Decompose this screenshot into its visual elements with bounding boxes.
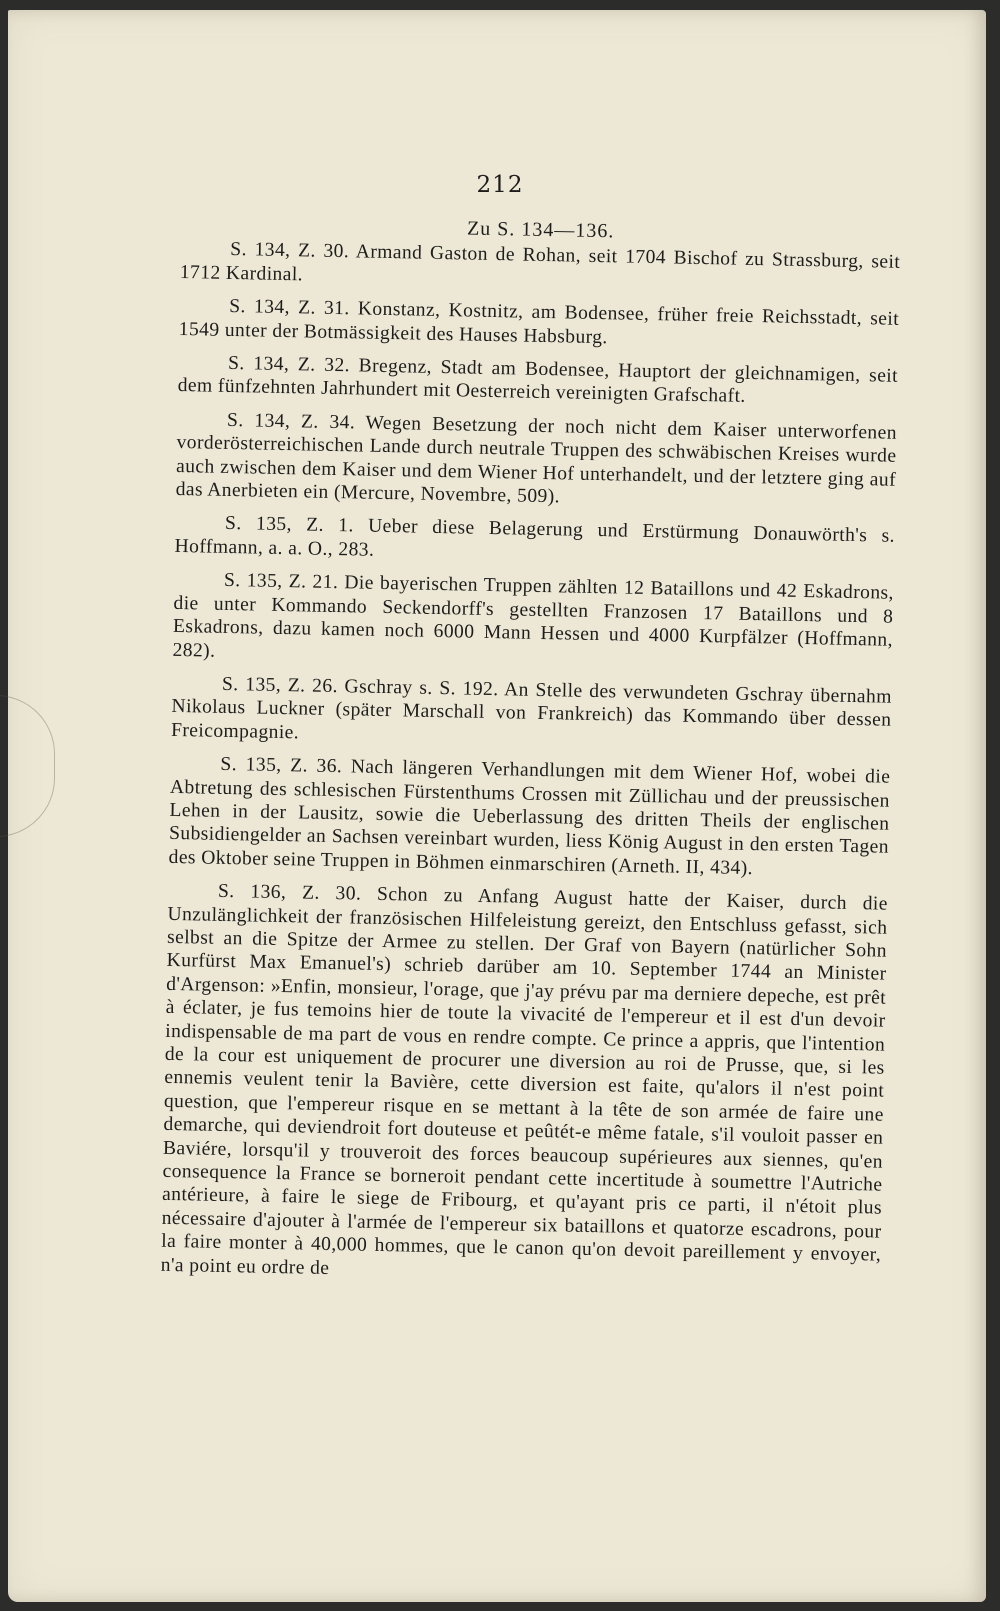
- note-paragraph: S. 134, Z. 32. Bregenz, Stadt am Bodensee, Hauptort der gleichnamigen, seit dem fünfzehnten Jahrhundert mit Oesterreich vereinigten Grafschaft.: [177, 352, 899, 408]
- page-number: 212: [476, 172, 524, 198]
- note-paragraph: S. 135, Z. 21. Die bayerischen Truppen zählten 12 Bataillons und 42 Eskadrons, die unter Kommando Seckendorff's gestellten Franzosen 17 Bataillons und 8 Eskadrons, dazu kamen noch 6000 Mann Hessen und 4000 Kurpfälzer (Hoffmann, 282).: [172, 570, 895, 662]
- note-paragraph: S. 134, Z. 31. Konstanz, Kostnitz, am Bodensee, früher freie Reichsstadt, seit 1549 unter der Botmässigkeit des Hauses Habsburg.: [178, 296, 900, 348]
- note-paragraph: S. 135, Z. 26. Gschray s. S. 192. An Stelle des verwundeten Gschray übernahm Nikolaus Luckner (später Marschall von Frankreich) das Kommando über dessen Freicompagnie.: [170, 673, 893, 744]
- note-paragraph: S. 136, Z. 30. Schon zu Anfang August hatte der Kaiser, durch die Unzulänglichkeit der französischen Hilfeleistung gereizt, den Entschluss gefasst, sich selbst an die Spitze der Armee zu stellen. Der Graf von Bayern (natürlicher Sohn Kurfürst Max Emanuel's) schrieb darüber am 10. September 1744 an Minister d'Argenson: »Enfin, monsieur, l'orage, que j'ay prévu par ma derniere depeche, est prêt à éclater, je fus temoins hier de toute la vivacité de l'empereur et il est d'un devoir indispensable de ma part de vous en rendre compte. Ce prince a appris, que l'intention de la cour est uniquement de procurer une diversion au roi de Prusse, que, si les ennemis veulent tenir la Bavière, cette diversion est faite, qu'alors il n'est point question, que l'empereur risque en se mettant à la tête de son armée de faire une demarche, qui deviendroit fort douteuse et peûtét-e même fatale, s'il vouloit passer en Baviére, lorsqu'il y trouveroit des forces beaucoup supérieures aux siennes, qu'en consequence la France se borneroit pendant cette incertitude à soumettre l'Autriche antérieure, à faire le siege de Fribourg, et qu'ayant pris ce parti, il n'étoit plus nécessaire d'ajouter à l'armée de l'empereur six bataillons et quatorze escadrons, pour la faire monter à 40,000 hommes, que le canon qu'on devoit pareillement y envoyer, n'a point eu ordre de: [160, 880, 889, 1279]
- note-paragraph: S. 134, Z. 34. Wegen Besetzung der noch nicht dem Kaiser unterworfenen vorderösterreichischen Lande durch neutrale Truppen des schwäbischen Kreises wurde auch zwischen dem Kaiser und dem Wiener Hof unterhandelt, und der letztere ging auf das Anerbieten ein (Mercure, Novembre, 509).: [175, 409, 898, 508]
- annotation-text-block: [160, 212, 901, 1301]
- page-edge-notch: [0, 695, 55, 837]
- note-paragraph: S. 135, Z. 1. Ueber diese Belagerung und Erstürmung Donauwörth's s. Hoffmann, a. a. O., 283.: [174, 513, 896, 561]
- note-paragraph: S. 134, Z. 30. Armand Gaston de Rohan, seit 1704 Bischof zu Strassburg, seit 1712 Kardinal.: [179, 239, 901, 286]
- section-heading: Zu S. 134—136.: [466, 217, 615, 243]
- note-paragraph: S. 135, Z. 36. Nach längeren Verhandlungen mit dem Wiener Hof, wobei die Abtretung des schlesischen Fürstenthums Crossen mit Züllichau und der preussischen Lehen in der Lausitz, sowie die Ueberlassung des dritten Theils der englischen Subsidiengelder an Sachsen vereinbart wurden, liess König August in den ersten Tagen des Oktober seine Truppen in Böhmen einmarschiren (Arneth. II, 434).: [168, 753, 891, 879]
